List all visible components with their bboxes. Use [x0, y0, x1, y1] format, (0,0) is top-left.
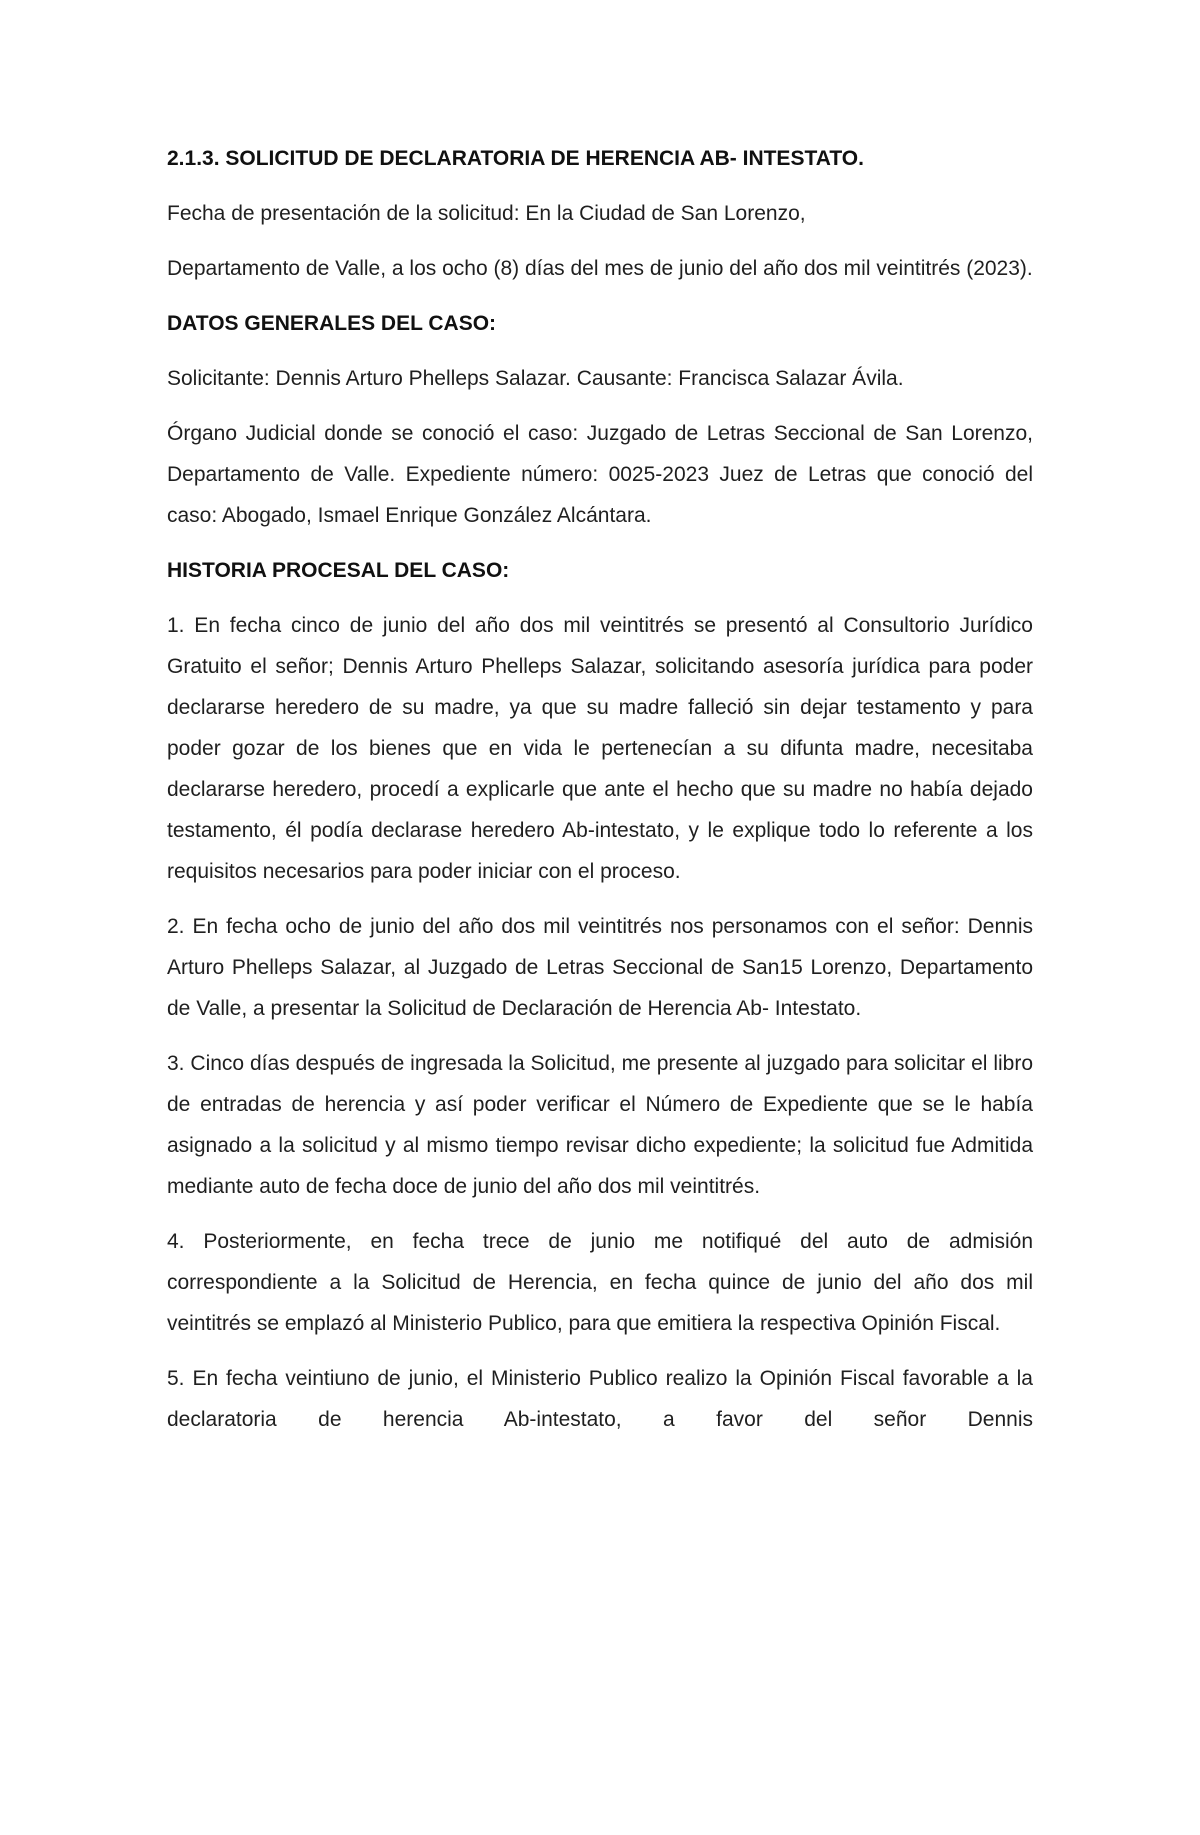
intro-paragraph-place: Departamento de Valle, a los ocho (8) días del mes de junio del año dos mil veintitrés (2023). — [167, 257, 1033, 280]
document-page — [167, 138, 1033, 1454]
general-data-heading: DATOS GENERALES DEL CASO: — [167, 312, 497, 335]
procedural-history-heading: HISTORIA PROCESAL DEL CASO: — [167, 559, 510, 582]
history-item-4: 4. Posteriormente, en fecha trece de junio me notifiqué del auto de admisión correspondiente a la Solicitud de Herencia, en fecha quince de junio del año dos mil veintitrés se emplazó al Ministerio Publico, para que emitiera la respectiva Opinión Fiscal. — [167, 1230, 1033, 1335]
history-item-1: 1. En fecha cinco de junio del año dos mil veintitrés se presentó al Consultorio Jurídico Gratuito el señor; Dennis Arturo Phelleps Salazar, solicitando asesoría jurídica para poder declararse heredero de su madre, ya que su madre falleció sin dejar testamento y para poder gozar de los bienes que en vida le pertenecían a su difunta madre, necesitaba declararse heredero, procedí a explicarle que ante el hecho que su madre no había dejado testamento, él podía declarase heredero Ab-intestato, y le explique todo lo referente a los requisitos necesarios para poder iniciar con el proceso. — [167, 614, 1033, 883]
intro-paragraph-date: Fecha de presentación de la solicitud: En la Ciudad de San Lorenzo, — [167, 202, 806, 225]
general-court-paragraph: Órgano Judicial donde se conoció el caso: Juzgado de Letras Seccional de San Lorenzo, Departamento de Valle. Expediente número: 0025-2023 Juez de Letras que conoció del caso: Abogado, Ismael Enrique González Alcántara. — [167, 422, 1033, 527]
history-item-3: 3. Cinco días después de ingresada la Solicitud, me presente al juzgado para solicitar el libro de entradas de herencia y así poder verificar el Número de Expediente que se le había asignado a la solicitud y al mismo tiempo revisar dicho expediente; la solicitud fue Admitida mediante auto de fecha doce de junio del año dos mil veintitrés. — [167, 1052, 1033, 1198]
document-title: 2.1.3. SOLICITUD DE DECLARATORIA DE HERENCIA AB- INTESTATO. — [167, 147, 864, 170]
general-parties-paragraph: Solicitante: Dennis Arturo Phelleps Salazar. Causante: Francisca Salazar Ávila. — [167, 367, 904, 390]
history-item-5: 5. En fecha veintiuno de junio, el Ministerio Publico realizo la Opinión Fiscal favorable a la declaratoria de herencia Ab-intestato, a favor del señor Dennis — [167, 1367, 1033, 1431]
history-item-2: 2. En fecha ocho de junio del año dos mil veintitrés nos personamos con el señor: Dennis Arturo Phelleps Salazar, al Juzgado de Letras Seccional de San15 Lorenzo, Departamento de Valle, a presentar la Solicitud de Declaración de Herencia Ab- Intestato. — [167, 915, 1033, 1020]
